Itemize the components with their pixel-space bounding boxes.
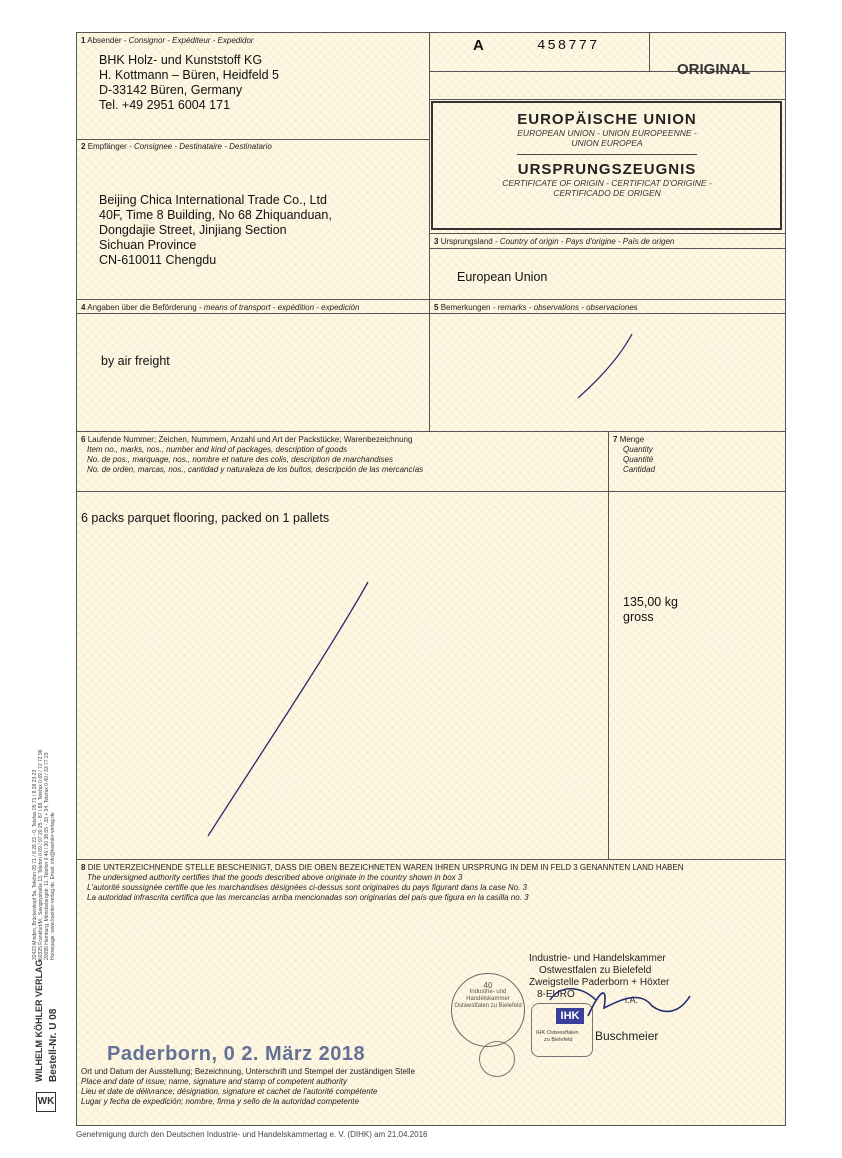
- box2-label: 2 Empfänger - Consignee - Destinataire - Destinatario: [81, 142, 272, 151]
- box6-label: 6 Laufende Nummer; Zeichen, Nummern, Anzahl und Art der Packstücke; Warenbezeichnung Item no., marks, nos., number and kind of packages, description of goods No. de pos., marquage, nos., nombre et nature des colis, description de marchandises No. de orden, marcas, nos., cantidad y naturaleza de los bultos, descripción de las mercancías: [81, 435, 424, 474]
- consignor-line: BHK Holz- und Kunststoff KG: [99, 53, 263, 67]
- signature: [550, 989, 596, 1000]
- box7-label: 7 Menge Quantity Quantité Cantidad: [613, 435, 656, 474]
- consignee-line: Sichuan Province: [99, 238, 197, 252]
- certificate-subtitle: CERTIFICATE OF ORIGIN - CERTIFICAT D'ORIGINE -: [502, 178, 712, 188]
- signer-name: Buschmeier: [595, 1029, 659, 1043]
- consignor-line: D-33142 Büren, Germany: [99, 83, 243, 97]
- publisher-logo: WK: [36, 1092, 56, 1112]
- serial-number: 458777: [537, 38, 600, 54]
- box1-label: 1 Absender - Consignor - Expéditeur - Expedidor: [81, 36, 254, 45]
- box8-label: 8 DIE UNTERZEICHNENDE STELLE BESCHEINIGT, DASS DIE OBEN BEZEICHNETEN WAREN IHREN URSPRUNG IN DEM IN FELD 3 GENANNTEN LAND HABEN The undersigned authority certifies that the goods described above originate in the country shown in box 3 L'autorité soussignée certifie que les marchandises désignées ci-dessus sont originaires du pays figurant dans la case No. 3 La autoridad infrascrita certifica que las mercancías arriba mencionadas son originarias del país que figura en la casilla no. 3: [81, 863, 684, 902]
- consignee-line: Beijing Chica International Trade Co., Ltd: [99, 193, 327, 207]
- signature: [588, 993, 690, 1016]
- box5-label: 5 Bemerkungen - remarks - observations - observaciones: [434, 303, 638, 312]
- eu-subtitle: UNION EUROPEA: [571, 138, 643, 148]
- stamp-line: Industrie- und Handelskammer: [529, 953, 666, 964]
- eu-title: EUROPÄISCHE UNION: [517, 111, 697, 128]
- approval-note: Genehmigung durch den Deutschen Industrie- und Handelskammertag e. V. (DIHK) am 21.04.2016: [76, 1130, 428, 1139]
- consignee-line: CN-610011 Chengdu: [99, 253, 217, 267]
- consignee-line: 40F, Time 8 Building, No 68 Zhiquanduan,: [99, 208, 332, 222]
- box3-label: 3 Ursprungsland - Country of origin - Pays d'origine - País de origen: [434, 237, 675, 246]
- stamp-line: Ostwestfalen zu Bielefeld: [539, 965, 652, 976]
- quantity-unit: gross: [623, 610, 654, 624]
- country-of-origin: European Union: [457, 270, 548, 284]
- quantity-amount: 135,00 kg: [623, 595, 678, 609]
- series-letter: A: [473, 37, 484, 54]
- order-number: Bestell-Nr. U 08: [48, 1008, 59, 1082]
- original-label: ORIGINAL: [677, 61, 751, 78]
- pen-stroke: [208, 582, 368, 836]
- consignee-line: Dongdajie Street, Jinjiang Section: [99, 223, 287, 237]
- stamp-line: Zweigstelle Paderborn + Höxter: [529, 977, 670, 988]
- certificate-subtitle: CERTIFICADO DE ORIGEN: [553, 188, 661, 198]
- transport-means: by air freight: [101, 354, 170, 368]
- ihk-stamp-text: IHK Ostwestfalen zu Bielefeld: [536, 1030, 579, 1043]
- publisher-name: WILHELM KÖHLER VERLAG: [34, 959, 44, 1082]
- consignor-line: Tel. +49 2951 6004 171: [99, 98, 231, 112]
- place-date-stamp: Paderborn, 0 2. März 2018: [107, 1043, 366, 1065]
- official-seal: 40 Industrie- und Handelskammer Ostwestfalen zu Bielefeld: [451, 973, 525, 1047]
- publisher-address: 32423 Minden, Brückenkopf 5a, Telefon 05 71 / 8 28 23 - 0, Telefax 05 71 / 8 28 23 23 60325 Frankfurt/M., Savignystraße 13, Telefon 0 69 / 97 20 25 - 87 / 88, Telefax 0 69 / 72 72 96 20095 Hamburg, Mönckebergstr. 11, Telefon 0 40 / 30 38 65 - 33 + 34, Telefax 0 40 / 33 77 23 Homepage: www.koehler-verlag.de, Email: info@koehler-verlag.de: [32, 749, 56, 960]
- consignor-line: H. Kottmann – Büren, Heidfeld 5: [99, 68, 279, 82]
- ihk-logo: IHK: [556, 1008, 584, 1024]
- certificate-title: URSPRUNGSZEUGNIS: [517, 161, 697, 178]
- box4-label: 4 Angaben über die Beförderung - means of transport - expédition - expedición: [81, 303, 360, 312]
- pen-stroke: [578, 334, 632, 398]
- eu-subtitle: EUROPEAN UNION - UNION EUROPEENNE -: [517, 128, 697, 138]
- stamp-fee: 8-EURO: [537, 989, 575, 1000]
- issue-label: Ort und Datum der Ausstellung; Bezeichnung, Unterschrift und Stempel der zuständigen Stelle Place and date of issue; name, signature and stamp of competent authority Lieu et date de délivrance; désignation, signature et cachet de l'autorité compétente Lugar y fecha de expedición; nombre, firma y sello de la autoridad competente: [81, 1067, 415, 1106]
- stamp-ia: i.A.: [625, 995, 639, 1005]
- goods-description: 6 packs parquet flooring, packed on 1 pallets: [81, 511, 330, 525]
